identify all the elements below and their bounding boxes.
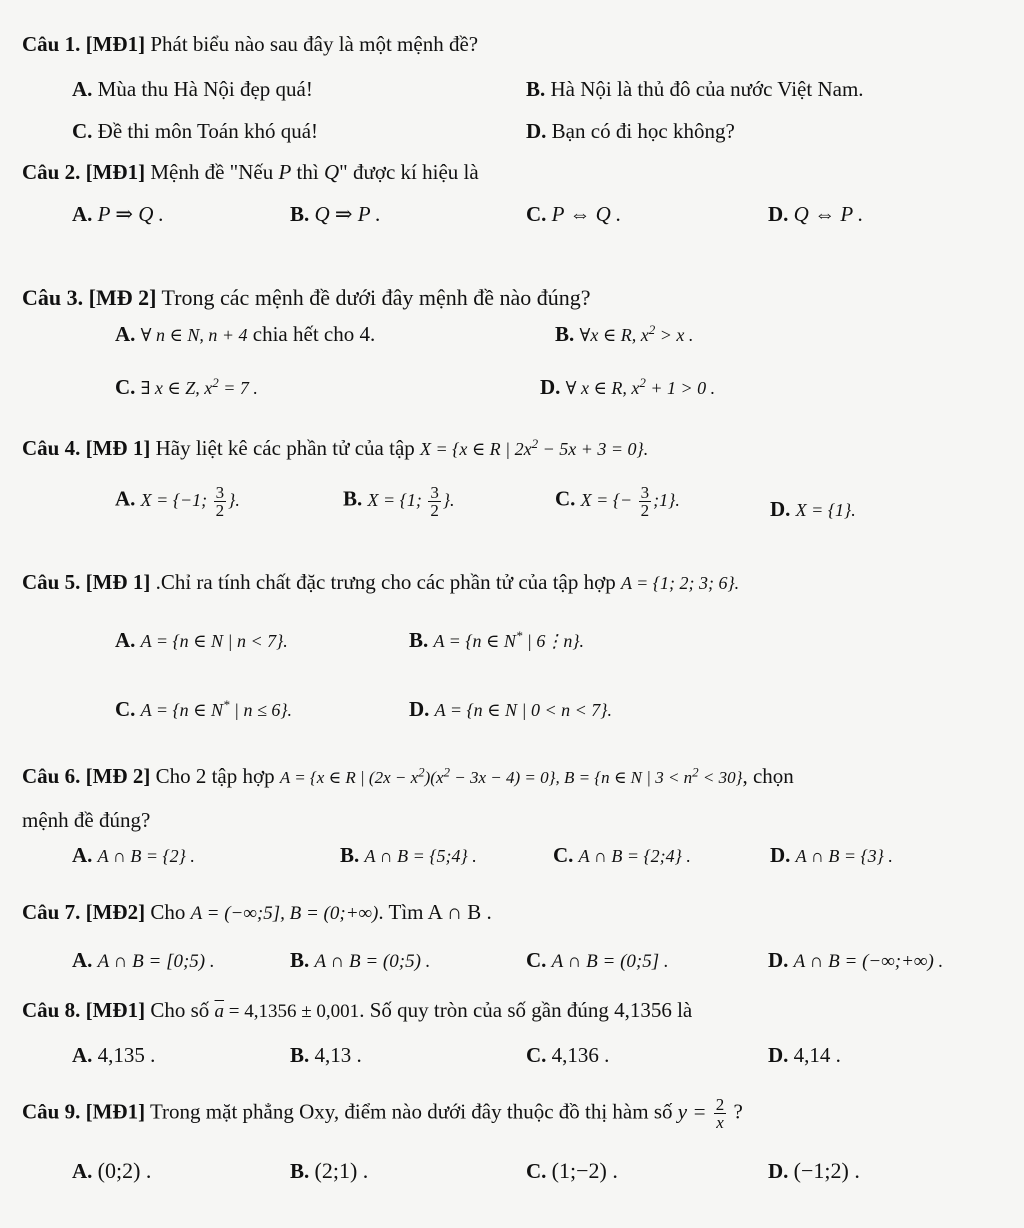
difficulty-level: [MĐ1] — [85, 1099, 146, 1124]
set-a-definition: A = {x ∈ R | (2x − x — [279, 768, 419, 787]
question-label: Câu 2. — [22, 160, 81, 184]
question-text: Hãy liệt kê các phần tử của tập — [150, 436, 421, 460]
q2-option-a[interactable] — [72, 202, 164, 227]
option-text: chia hết cho 4. — [247, 322, 376, 346]
option-letter: A. — [72, 77, 93, 101]
option-letter: D. — [526, 119, 547, 143]
set-definition: A = {1; 2; 3; 6}. — [620, 573, 740, 593]
q3-option-b[interactable] — [555, 322, 693, 347]
option-letter: D. — [768, 1159, 789, 1183]
set-definition: X = {x ∈ R | 2x — [420, 439, 532, 459]
q9-option-a[interactable] — [72, 1158, 151, 1184]
option-math: A ∩ B = {3} . — [795, 846, 893, 866]
question-label: Câu 6. — [22, 764, 81, 788]
option-letter: C. — [72, 119, 93, 143]
option-math: Q ⇔ P . — [793, 202, 864, 226]
fraction-numerator: 3 — [430, 483, 439, 502]
difficulty-level: [MĐ2] — [85, 900, 146, 924]
question-label: Câu 9. — [22, 1099, 81, 1124]
q8-option-b[interactable] — [290, 1043, 362, 1068]
option-letter: B. — [290, 1159, 310, 1183]
difficulty-level: [MĐ 2] — [85, 764, 151, 788]
q4-option-b[interactable] — [343, 484, 455, 519]
option-math: }. — [228, 489, 240, 510]
option-math: ∀ n ∈ N, n + 4 — [140, 325, 248, 345]
q2-option-b[interactable] — [290, 202, 381, 227]
option-math: A = {n ∈ N — [140, 700, 224, 720]
difficulty-level: [MĐ1] — [85, 998, 146, 1022]
option-letter: B. — [290, 948, 310, 972]
question-text: Mệnh đề "Nếu — [145, 160, 279, 184]
question-text: Phát biểu nào sau đây là một mệnh đề? — [145, 32, 479, 56]
option-text: Đề thi môn Toán khó quá! — [92, 119, 319, 143]
q7-option-a[interactable] — [72, 948, 215, 974]
option-letter: D. — [409, 697, 430, 721]
option-letter: D. — [768, 202, 789, 226]
option-math: A ∩ B = (−∞;+∞) . — [793, 951, 944, 972]
question-label: Câu 5. — [22, 570, 81, 594]
exponent: 2 — [639, 375, 646, 390]
option-text: 4,135 . — [92, 1043, 156, 1067]
question-text: thì — [291, 160, 324, 184]
question-text: , chọn — [742, 764, 794, 788]
exponent: 2 — [692, 764, 699, 780]
option-math: P ⇒ Q . — [97, 202, 164, 226]
q2-option-c[interactable] — [526, 202, 621, 227]
option-letter: C. — [115, 697, 136, 721]
difficulty-level: [MĐ 1] — [85, 570, 151, 594]
q6-option-d[interactable] — [770, 843, 893, 868]
q1-option-d[interactable] — [526, 119, 735, 144]
question-text: Cho — [145, 900, 191, 924]
set-a-definition: )(x — [424, 768, 444, 787]
q7-option-b[interactable] — [290, 948, 430, 974]
q4-option-d[interactable] — [770, 497, 856, 522]
q1-option-a[interactable] — [72, 77, 313, 102]
fraction-denominator: 2 — [215, 501, 225, 520]
q1-option-b[interactable] — [526, 77, 864, 102]
difficulty-level: [MĐ 1] — [85, 436, 151, 460]
option-math: ∀ x ∈ R, x — [565, 378, 640, 398]
question-text: ? — [728, 1099, 743, 1124]
option-math: A ∩ B = {2;4} . — [578, 846, 691, 866]
option-letter: D. — [768, 1043, 789, 1067]
option-math: A ∩ B = {2} . — [97, 846, 195, 866]
q8-option-c[interactable] — [526, 1043, 609, 1068]
exponent: 2 — [212, 375, 219, 390]
q2-option-d[interactable] — [768, 202, 863, 227]
option-math: X = {− — [580, 489, 637, 510]
fraction-denominator: x — [716, 1113, 724, 1132]
option-letter: B. — [290, 202, 310, 226]
superscript: * — [223, 697, 230, 712]
set-a-definition: − 3x − 4) = 0} — [450, 768, 556, 787]
option-letter: B. — [343, 486, 363, 511]
option-letter: B. — [340, 843, 360, 867]
option-math: Q ⇒ P . — [314, 202, 381, 226]
difficulty-level: [MĐ 2] — [88, 285, 157, 310]
q9-option-c[interactable] — [526, 1158, 618, 1184]
q3-option-c[interactable] — [115, 375, 258, 400]
question-4 — [22, 436, 648, 461]
option-math: X = {−1; — [140, 489, 212, 510]
option-math: ∀x ∈ R, x — [579, 325, 649, 345]
q8-option-d[interactable] — [768, 1043, 841, 1068]
q1-option-c[interactable] — [72, 119, 318, 144]
option-letter: D. — [540, 375, 561, 399]
q9-option-d[interactable] — [768, 1158, 860, 1184]
option-math: A = {n ∈ N — [433, 631, 516, 651]
option-letter: D. — [770, 497, 791, 521]
option-math: (1;−2) . — [551, 1158, 618, 1183]
q6-option-b[interactable] — [340, 843, 477, 868]
question-text: Trong mặt phẳng Oxy, điểm nào dưới đây thuộc đồ thị hàm số — [145, 1099, 678, 1124]
q5-option-c[interactable] — [115, 697, 292, 722]
question-label: Câu 7. — [22, 900, 81, 924]
q4-option-c[interactable] — [555, 484, 680, 519]
var-p: P — [278, 160, 292, 184]
option-letter: A. — [72, 1159, 93, 1183]
approx-value: = 4,1356 ± 0,001 — [224, 1001, 360, 1022]
option-letter: A. — [72, 948, 93, 972]
option-math: P ⇔ Q . — [551, 202, 622, 226]
option-text: Hà Nội là thủ đô của nước Việt Nam. — [545, 77, 864, 101]
q4-option-a[interactable] — [115, 484, 240, 519]
option-letter: C. — [526, 202, 547, 226]
q6-option-c[interactable] — [553, 843, 691, 868]
option-letter: D. — [768, 948, 789, 972]
option-letter: B. — [409, 628, 429, 652]
option-letter: B. — [526, 77, 546, 101]
option-math: (−1;2) . — [793, 1158, 860, 1183]
option-letter: B. — [555, 322, 575, 346]
option-math: A = {n ∈ N | 0 < n < 7}. — [434, 700, 612, 720]
difficulty-level: [MĐ1] — [85, 32, 146, 56]
q3-option-d[interactable] — [540, 375, 715, 400]
function-name: y = — [677, 1099, 712, 1124]
question-text: Cho 2 tập hợp — [150, 764, 280, 788]
option-math: = 7 . — [218, 378, 258, 398]
exponent: 2 — [443, 764, 451, 780]
option-text: Bạn có đi học không? — [546, 119, 735, 143]
sets-definition: A = (−∞;5], B = (0;+∞) — [190, 903, 379, 924]
set-b-definition: < 30} — [698, 768, 743, 787]
option-letter: D. — [770, 843, 791, 867]
option-letter: A. — [115, 628, 136, 652]
option-letter: B. — [290, 1043, 310, 1067]
question-5 — [22, 570, 739, 595]
q8-option-a[interactable] — [72, 1043, 155, 1068]
question-6-line2: mệnh đề đúng? — [22, 808, 151, 832]
option-letter: C. — [115, 375, 136, 399]
question-text: " được kí hiệu là — [339, 160, 479, 184]
option-math: | n ≤ 6}. — [229, 700, 293, 720]
question-label: Câu 1. — [22, 32, 81, 56]
fraction-numerator: 2 — [715, 1095, 725, 1114]
option-math: ;1}. — [653, 489, 680, 510]
option-math: X = {1; — [367, 489, 427, 510]
exponent: 2 — [418, 764, 425, 780]
option-math: A ∩ B = [0;5) . — [97, 951, 215, 972]
q3-option-a[interactable] — [115, 322, 375, 347]
q7-option-c[interactable] — [526, 948, 669, 974]
q5-option-d[interactable] — [409, 697, 612, 722]
question-3 — [22, 285, 591, 311]
option-letter: C. — [526, 1159, 547, 1183]
option-math: | 6⋮n}. — [522, 631, 585, 651]
option-letter: A. — [72, 843, 93, 867]
q6-option-a[interactable] — [72, 843, 195, 868]
fraction-numerator: 3 — [640, 483, 650, 502]
question-text: Cho số — [145, 998, 215, 1022]
option-letter: C. — [526, 1043, 547, 1067]
question-6 — [22, 764, 794, 789]
option-letter: C. — [553, 843, 574, 867]
superscript: * — [515, 628, 523, 643]
exponent: 2 — [648, 322, 656, 337]
set-b-definition: , B = {n ∈ N | 3 < n — [555, 768, 693, 787]
question-9 — [22, 1096, 743, 1131]
q7-option-d[interactable] — [768, 948, 943, 974]
option-math: A = {n ∈ N | n < 7}. — [140, 631, 288, 651]
exponent: 2 — [531, 436, 539, 451]
option-math: (0;2) . — [97, 1158, 152, 1183]
option-math: (2;1) . — [314, 1158, 369, 1183]
option-math: A ∩ B = {5;4} . — [364, 846, 477, 866]
option-text: 4,13 . — [309, 1043, 362, 1067]
question-label: Câu 8. — [22, 998, 81, 1022]
question-text: . Số quy tròn của số gần đúng 4,1356 là — [359, 998, 693, 1022]
question-text: Trong các mệnh đề dưới đây mệnh đề nào đúng? — [156, 285, 591, 310]
option-math: ∃ x ∈ Z, x — [140, 378, 213, 398]
option-math: X = {1}. — [795, 500, 856, 520]
option-letter: A. — [72, 1043, 93, 1067]
question-7 — [22, 900, 492, 926]
option-text: Mùa thu Hà Nội đẹp quá! — [92, 77, 313, 101]
option-letter: C. — [526, 948, 547, 972]
option-letter: A. — [72, 202, 93, 226]
q5-option-b[interactable] — [409, 628, 584, 653]
option-math: A ∩ B = (0;5] . — [551, 951, 669, 972]
question-1 — [22, 32, 478, 57]
fraction-denominator: 2 — [430, 501, 439, 520]
difficulty-level: [MĐ1] — [85, 160, 146, 184]
option-letter: C. — [555, 486, 576, 511]
question-label: Câu 4. — [22, 436, 81, 460]
fraction-numerator: 3 — [215, 483, 225, 502]
option-math: + 1 > 0 . — [645, 378, 716, 398]
option-math: > x . — [655, 325, 694, 345]
q9-option-b[interactable] — [290, 1158, 368, 1184]
option-letter: A. — [115, 322, 136, 346]
question-text: . Tìm A ∩ B . — [378, 900, 492, 924]
option-text: 4,14 . — [788, 1043, 841, 1067]
option-letter: A. — [115, 486, 136, 511]
fraction-denominator: 2 — [640, 501, 650, 520]
var-q: Q — [323, 160, 340, 184]
option-math: }. — [442, 489, 455, 510]
option-text: 4,136 . — [546, 1043, 610, 1067]
set-definition: − 5x + 3 = 0}. — [538, 439, 649, 459]
q5-option-a[interactable] — [115, 628, 288, 653]
approx-value-symbol: $\overline{a}$ — [214, 1001, 225, 1022]
question-8 — [22, 998, 692, 1024]
option-math: A ∩ B = (0;5) . — [314, 951, 431, 972]
question-2 — [22, 160, 479, 185]
question-text: .Chỉ ra tính chất đặc trưng cho các phần tử của tập hợp — [150, 570, 621, 594]
question-label: Câu 3. — [22, 285, 84, 310]
